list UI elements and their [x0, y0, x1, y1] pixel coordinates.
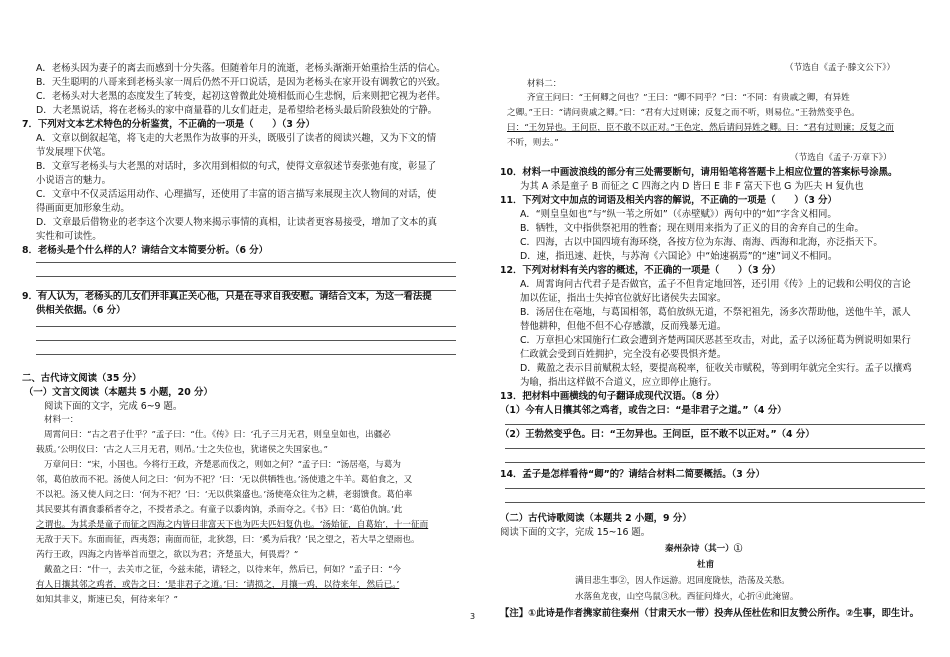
q11-option-b: B．牺牲，文中指供祭祀用的牲畜；现在则用来指为了正义的目的舍弃自己的生命。	[520, 223, 864, 234]
q12-option-c-cont: 仁政就会受到百姓拥护，完全没有必要畏惧齐楚。	[520, 349, 727, 360]
source-note: （节选自《孟子·万章下》）	[790, 153, 892, 163]
subsection-1-title: （一）文言文阅读（本题共 5 小题，20 分）	[24, 387, 213, 398]
passage-line: 齐宣王问曰：“王何卿之问也？”王曰：“卿不同乎？”曰：“不同：有贵戚之卿，有异姓	[527, 93, 850, 103]
q9-stem-cont: 供相关依据。（6 分）	[36, 305, 126, 316]
q7-stem: 7．下列对文本艺术特色的分析鉴赏，不正确的一项是（ ）（3 分）	[22, 119, 315, 130]
answer-line	[505, 448, 925, 449]
q6-option-d: D．大老黑说话，将在老杨头的家中商量暮的儿女们赶走，是希望给老杨头最后阶段独处的宁静。	[36, 105, 437, 116]
q11-stem: 11．下列对文中加点的词语及相关内容的解说，不正确的一项是（ ）（3 分）	[500, 195, 837, 206]
q11-option-c: C．四海，古以中国四境有海环绕，各按方位为东海、南海、西海和北海，亦泛指天下。	[520, 237, 883, 248]
q7-option-a-cont: 节发展埋下伏笔。	[36, 147, 112, 158]
answer-line	[36, 276, 456, 277]
passage-line-underlined: 曰：“王勿异也。王问臣，臣不敢不以正对。”王色定，然后请问异姓之卿。曰：“君有过则谏；反复之而	[507, 123, 895, 133]
reading-instruction: 阅读下面的文字，完成 15~16 题。	[500, 527, 651, 538]
answer-line	[505, 502, 925, 503]
q12-option-a: A．周霄询问古代君子是否做官，孟子不但肯定地回答，还引用《传》上的记载和公明仪的言论	[520, 279, 911, 290]
q7-option-d-cont: 实性和可读性。	[36, 231, 102, 242]
answer-line	[505, 462, 925, 463]
page-number: 3	[470, 612, 476, 621]
q6-option-c: C．老杨头对大老黑的态度发生了转变，起初这曾微此处境相低而心生悲悯，后来则把它视为老伴。	[36, 91, 446, 102]
poem-note: 【注】①此诗是作者携家前往秦州（甘肃天水一带）投奔从侄杜佐和旧友赞公所作。②生事，即生计。	[500, 608, 920, 619]
q6-option-a: A．老杨头因为妻子的离去而感到十分失落。但随着年月的流逝，老杨头渐渐开始重拾生活的信心。	[36, 63, 446, 74]
right-column	[485, 0, 940, 657]
answer-line	[505, 424, 925, 425]
q13-stem: 13．把材料中画横线的句子翻译成现代汉语。（8 分）	[500, 391, 725, 402]
passage-line: 无敌于天下。东面而征，西夷怨；南面而征，北狄怨，曰：‘奚为后我？’民之望之，若大旱之望雨也。	[36, 535, 420, 545]
q7-option-b-cont: 小说语言的魅力。	[36, 175, 112, 186]
section-2-title: 二、古代诗文阅读（35 分）	[22, 373, 142, 384]
poem-author: 杜甫	[697, 560, 715, 570]
passage-line: 万章问曰：“宋，小国也。今将行王政，齐楚恶而伐之，则如之何？”孟子曰：“汤居亳，与葛为	[44, 460, 401, 470]
q8-stem: 8．老杨头是个什么样的人？请结合文本简要分析。（6 分）	[22, 245, 268, 256]
q7-option-d: D．文章最后借物业的老李这个次要人物来揭示事情的真相，让读者更容易接受，增加了文本的真	[36, 217, 437, 228]
poem-title: 秦州杂诗（其一）①	[665, 544, 743, 554]
answer-line	[36, 262, 456, 263]
q7-option-c-cont: 得画面更加形象生动。	[36, 203, 130, 214]
q7-option-b: B．文章写老杨头与大老黑的对话时，多次用到相似的句式，使得文章叙述节奏张弛有度，彰显了	[36, 161, 437, 172]
q11-option-d: D．速，指迅速、赶快，与苏洵《六国论》中“始速祸焉”的“速”词义不相同。	[520, 251, 838, 262]
q6-option-b: B．天生聪明的八哥来到老杨头家一周后仍然不开口说话，是因为老杨头在家开设有调教它的兴致。	[36, 77, 446, 88]
q10-options: 为其 A 杀是童子 B 而征之 C 四海之内 D 皆曰 E 非 F 富天下也 G 为匹夫 H 复仇也	[520, 181, 864, 192]
answer-line	[36, 354, 456, 355]
answer-line	[505, 488, 925, 489]
q12-option-d: D．戴盈之表示目前赋税太轻，要提高税率，征收关市赋税，等到明年就完全实行。孟子以攘鸡	[520, 363, 912, 374]
reading-instruction: 阅读下面的文字，完成 6~9 题。	[44, 401, 183, 412]
source-note: （节选自《孟子·滕文公下》）	[785, 63, 896, 73]
passage-line-wavy: 之谓也。为其杀是童子而征之四海之内皆曰非富天下也为匹夫匹妇复仇也。‘汤始征，自葛始’，十一征而	[36, 520, 429, 530]
material-2-label: 材料二：	[527, 79, 562, 89]
q7-option-a: A．文章以倒叙起笔，将飞走的大老黑作为故事的开头，既吸引了读者的阅读兴趣，又为下文的情	[36, 133, 437, 144]
material-1-label: 材料一：	[44, 415, 79, 425]
q13-part-2: （2）王勃然变乎色。曰：“王勿异也。王问臣，臣不敢不以正对。”（4 分）	[500, 429, 815, 440]
q12-option-d-cont: 为喻，指出这样做不合道义，应立即停止施行。	[520, 377, 717, 388]
q12-option-a-cont: 加以佐证，指出士失掉官位就好比诸侯失去国家。	[520, 293, 727, 304]
q7-option-c: C．文章中不仅灵活运用动作、心理描写，还使用了丰富的语言描写来展现主次人物间的对话，使	[36, 189, 437, 200]
subsection-2-title: （二）古代诗歌阅读（本题共 2 小题，9 分）	[500, 513, 692, 524]
q12-option-b-cont: 替他耕种，但他不但不心存感激，反而残暴无道。	[520, 321, 727, 332]
poem-line: 满目悲生事②，因人作远游。迟回度陇怯，浩荡及关愁。	[575, 576, 790, 586]
passage-line: 之卿。”王曰：“请问贵戚之卿。”曰：“君有大过则谏；反复之而不听，则易位。”王勃然变乎色。	[507, 108, 860, 118]
passage-line: 载质。’公明仪曰：‘古之人三月无君，则吊。’士之失位也，犹诸侯之失国家也。”	[36, 445, 328, 455]
q12-stem: 12．下列对材料有关内容的概述，不正确的一项是（ ）（3 分）	[500, 265, 781, 276]
passage-line: 戴盈之曰：“什一，去关市之征，今兹未能，请轻之，以待来年，然后已，何如？”孟子曰：“今	[44, 565, 401, 575]
answer-line	[36, 340, 456, 341]
q10-stem: 10．材料一中画波浪线的部分有三处需要断句，请用铅笔将答题卡上相应位置的答案标号涂黑。	[500, 167, 898, 178]
passage-line: 不听，则去。”	[507, 138, 559, 148]
q11-option-a: A．“则皇皇如也”与“纵一苇之所如”（《赤壁赋》）两句中的“如”字含义相同。	[520, 209, 837, 220]
passage-line-underlined: 有人日攘其邻之鸡者，或告之曰：‘是非君子之道。’曰：‘请损之，月攘一鸡，以待来年，然后已。’	[36, 580, 400, 590]
q9-stem: 9．有人认为，老杨头的儿女们并非真正关心他，只是在寻求自我安慰。请结合文本，为这一看法提	[22, 291, 432, 302]
passage-line: 如知其非义，斯速已矣，何待来年？”	[36, 595, 178, 605]
q12-option-c: C．万章担心宋国施行仁政会遭到齐楚两国厌恶甚至攻击，对此，孟子以汤征葛为例说明如果行	[520, 335, 911, 346]
passage-line: 其民要其有酒食黍稻者夺之，不授者杀之。有童子以黍肉饷，杀而夺之。《书》曰：‘葛伯仇饷。’此	[36, 505, 403, 515]
q13-part-1: （1）今有人日攘其邻之鸡者，或告之曰：“是非君子之道。”（4 分）	[500, 405, 787, 416]
passage-line: 邻，葛伯放而不祀。汤使人问之曰：‘何为不祀？’曰：‘无以供牺牲也。’汤使遗之牛羊。葛伯食之，又	[36, 475, 413, 485]
poem-line: 水落鱼龙夜，山空鸟鼠③秋。西征问烽火，心折④此淹留。	[575, 592, 799, 602]
passage-line: 不以祀。汤又使人问之曰：‘何为不祀？’曰：‘无以供粢盛也。’汤使亳众往为之耕，老弱馈食。葛伯率	[36, 490, 413, 500]
passage-line: 芮行王政，四海之内皆举首而望之，欲以为君；齐楚虽大，何畏焉？”	[36, 550, 299, 560]
left-column	[14, 0, 469, 657]
q14-stem: 14．孟子是怎样看待“卿”的？请结合材料二简要概括。（3 分）	[500, 469, 765, 480]
answer-line	[36, 326, 456, 327]
q12-option-b: B．汤居住在亳地，与葛国相邻，葛伯放纵无道，不祭祀祖先，汤多次帮助他，送他牛羊，派人	[520, 307, 911, 318]
passage-line: 周霄问曰：“古之君子仕乎？”孟子曰：“仕。《传》曰：‘孔子三月无君，则皇皇如也，出疆必	[44, 430, 391, 440]
